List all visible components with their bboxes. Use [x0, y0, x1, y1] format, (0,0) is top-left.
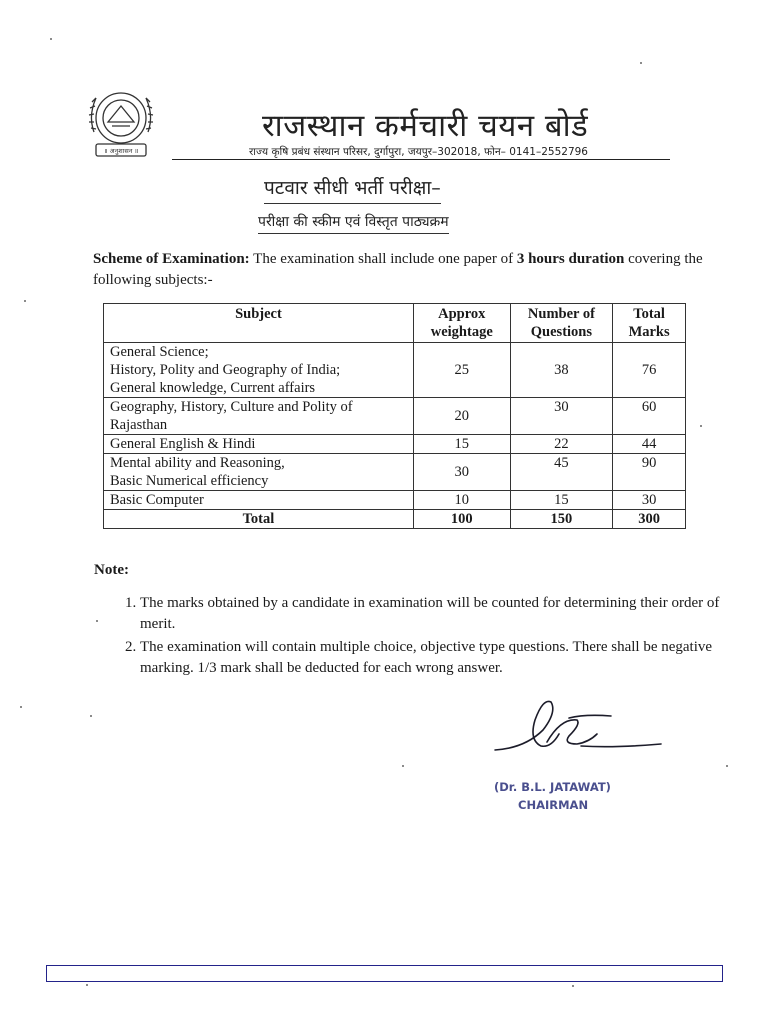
total-weightage-cell: 100	[413, 510, 510, 529]
header-divider	[172, 159, 670, 160]
scan-speck	[90, 715, 92, 717]
questions-cell: 30	[510, 398, 613, 435]
scan-speck	[20, 706, 22, 708]
marks-cell: 44	[613, 435, 686, 454]
exam-title-text: पटवार सीधी भर्ती परीक्षा–	[264, 177, 441, 199]
weightage-cell: 25	[413, 343, 510, 398]
list-item: 2. The examination will contain multiple choice, objective type questions. There shall be negative marking. 1/3 mark shall be deducted for each wrong answer.	[140, 637, 730, 679]
weightage-cell: 10	[413, 491, 510, 510]
subject-cell: Geography, History, Culture and Polity of Rajasthan	[104, 398, 414, 435]
header-subject: Subject	[104, 304, 414, 343]
board-emblem-icon	[82, 82, 160, 164]
weightage-cell: 30	[413, 454, 510, 491]
scheme-paragraph	[93, 249, 703, 291]
scheme-duration: 3 hours duration	[516, 251, 625, 267]
header-marks: Total Marks	[613, 304, 686, 343]
signature-image	[485, 690, 665, 762]
questions-cell: 15	[510, 491, 613, 510]
signatory-name: (Dr. B.L. JATAWAT)	[494, 780, 611, 794]
table-total-row	[104, 510, 686, 529]
org-name: राजस्थान कर्मचारी चयन बोर्ड	[262, 108, 589, 144]
table-row	[104, 491, 686, 510]
total-label-cell: Total	[104, 510, 414, 529]
questions-cell: 38	[510, 343, 613, 398]
signatory-title: CHAIRMAN	[518, 798, 589, 812]
scan-speck	[726, 765, 728, 767]
org-address: राज्य कृषि प्रबंध संस्थान परिसर, दुर्गापुरा, जयपुर–302018, फोन– 0141–2552796	[249, 146, 588, 158]
marks-cell: 76	[613, 343, 686, 398]
scan-speck	[572, 985, 574, 987]
table-row	[104, 454, 686, 491]
scan-speck	[96, 620, 98, 622]
subject-cell: Basic Computer	[104, 491, 414, 510]
marks-cell: 30	[613, 491, 686, 510]
scheme-label: Scheme of Examination:	[93, 251, 250, 267]
marks-cell: 60	[613, 398, 686, 435]
scan-speck	[700, 425, 702, 427]
marks-cell: 90	[613, 454, 686, 491]
exam-subtitle-text: परीक्षा की स्कीम एवं विस्तृत पाठ्यक्रम	[258, 214, 449, 230]
list-item: 1. The marks obtained by a candidate in examination will be counted for determining their order of merit.	[140, 593, 730, 635]
total-questions-cell: 150	[510, 510, 613, 529]
subject-cell: General Science; History, Polity and Geography of India; General knowledge, Current affairs	[104, 343, 414, 398]
footer-border	[46, 965, 723, 982]
subject-cell: Mental ability and Reasoning, Basic Numerical efficiency	[104, 454, 414, 491]
header-questions: Number of Questions	[510, 304, 613, 343]
total-marks-cell: 300	[613, 510, 686, 529]
scan-speck	[402, 765, 404, 767]
scheme-text-before: The examination shall include one paper of	[249, 251, 517, 267]
scheme-text-after: covering the following subjects:-	[93, 251, 703, 288]
scan-speck	[24, 300, 26, 302]
notes-list	[115, 593, 730, 681]
scan-speck	[86, 984, 88, 986]
header-weightage: Approx weightage	[413, 304, 510, 343]
exam-title-underline	[264, 203, 441, 204]
exam-subtitle-underline	[258, 233, 449, 234]
questions-cell: 45	[510, 454, 613, 491]
emblem-motto: ॥ अनुशासन ॥	[103, 147, 139, 155]
table-row	[104, 398, 686, 435]
table-header-row	[104, 304, 686, 343]
table-row	[104, 435, 686, 454]
scan-speck	[640, 62, 642, 64]
weightage-cell: 15	[413, 435, 510, 454]
subject-cell: General English & Hindi	[104, 435, 414, 454]
table-row	[104, 343, 686, 398]
questions-cell: 22	[510, 435, 613, 454]
weightage-cell: 20	[413, 398, 510, 435]
exam-subtitle	[258, 212, 449, 231]
scan-speck	[50, 38, 52, 40]
note-heading: Note:	[94, 562, 129, 578]
exam-title	[264, 174, 441, 200]
exam-scheme-table	[103, 303, 686, 529]
